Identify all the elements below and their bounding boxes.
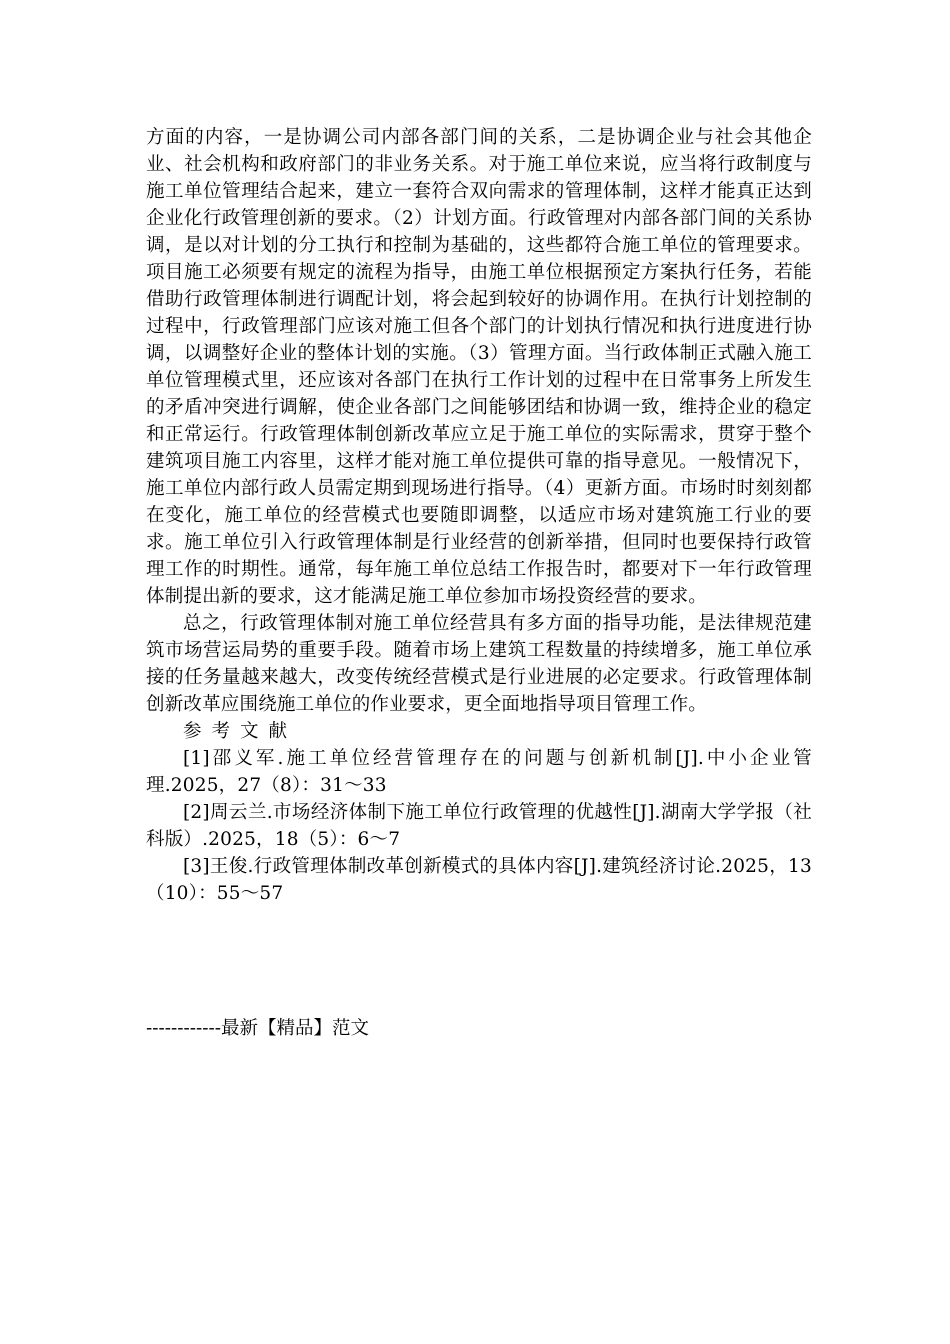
body-paragraph-1: 方面的内容，一是协调公司内部各部门间的关系，二是协调企业与社会其他企业、社会机构和政府部门的非业务关系。对于施工单位来说，应当将行政制度与施工单位管理结合起来，建立一套符合双向需求的管理体制，这样才能真正达到企业化行政管理创新的要求。（2）计划方面。行政管理对内部各部门间的关系协调，是以对计划的分工执行和控制为基础的，这些都符合施工单位的管理要求。项目施工必须要有规定的流程为指导，由施工单位根据预定方案执行任务，若能借助行政管理体制进行调配计划，将会起到较好的协调作用。在执行计划控制的过程中，行政管理部门应该对施工但各个部门的计划执行情况和执行进度进行协调，以调整好企业的整体计划的实施。（3）管理方面。当行政体制正式融入施工单位管理模式里，还应该对各部门在执行工作计划的过程中在日常事务上所发生的矛盾冲突进行调解，使企业各部门之间能够团结和协调一致，维持企业的稳定和正常运行。行政管理体制创新改革应立足于施工单位的实际需求，贯穿于整个建筑项目施工内容里，这样才能对施工单位提供可靠的指导意见。一般情况下，施工单位内部行政人员需定期到现场进行指导。（4）更新方面。市场时时刻刻都在变化，施工单位的经营模式也要随即调整，以适应市场对建筑施工行业的要求。施工单位引入行政管理体制是行业经营的创新举措，但同时也要保持行政管理工作的时期性。通常，每年施工单位总结工作报告时，都要对下一年行政管理体制提出新的要求，这才能满足施工单位参加市场投资经营的要求。: [146, 127, 812, 607]
document-body: [146, 124, 812, 907]
reference-item-3: [3]王俊.行政管理体制改革创新模式的具体内容[J].建筑经济讨论.2025，13（10）：55～57: [146, 856, 812, 904]
reference-item-2: [2]周云兰.市场经济体制下施工单位行政管理的优越性[J].湖南大学学报（社科版）.2025，18（5）：6～7: [146, 802, 812, 850]
body-paragraph-2: 总之，行政管理体制对施工单位经营具有多方面的指导功能，是法律规范建筑市场营运局势的重要手段。随着市场上建筑工程数量的持续增多，施工单位承接的任务量越来越大，改变传统经营模式是行业进展的必定要求。行政管理体制创新改革应围绕施工单位的作业要求，更全面地指导项目管理工作。: [146, 613, 812, 715]
references-heading: 参考文献: [183, 721, 298, 742]
reference-item-1: [1]邵义军.施工单位经营管理存在的问题与创新机制[J].中小企业管理.2025，27（8）：31～33: [146, 748, 812, 796]
footer-banner: ------------最新【精品】范文: [146, 1018, 370, 1039]
